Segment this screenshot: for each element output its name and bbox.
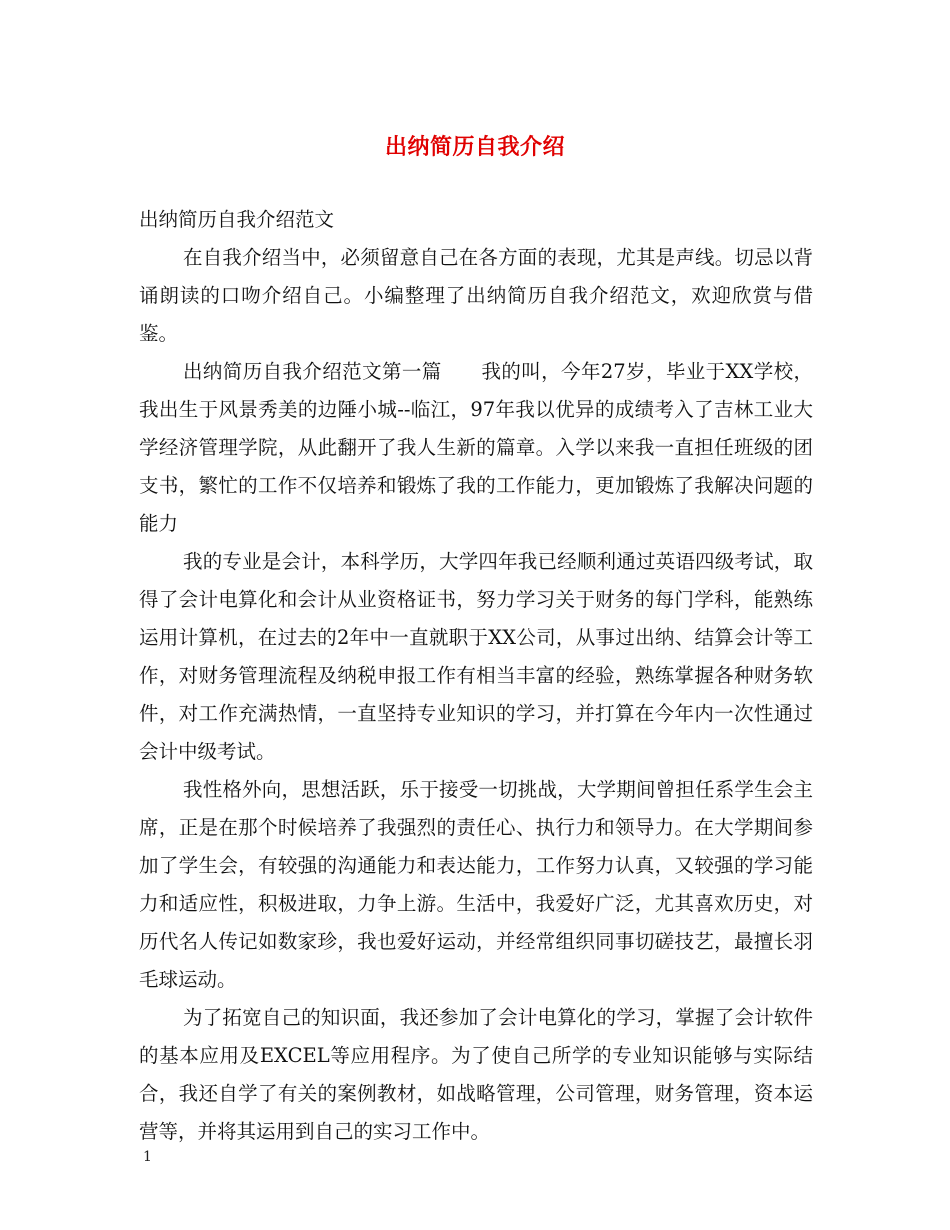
page-number: 1 bbox=[143, 1149, 152, 1165]
paragraph-first-sample: 出纳简历自我介绍范文第一篇 我的叫，今年27岁，毕业于XX学校，我出生于风景秀美的边陲小城--临江，97年我以优异的成绩考入了吉林工业大学经济管理学院，从此翻开了我人生新的篇章。入学以来我一直担任班级的团支书，繁忙的工作不仅培养和锻炼了我的工作能力，更加锻炼了我解决问题的能力 bbox=[139, 360, 813, 535]
document-title: 出纳简历自我介绍 bbox=[384, 134, 565, 160]
document-body bbox=[139, 201, 813, 1151]
paragraph-intro: 在自我介绍当中，必须留意自己在各方面的表现，尤其是声线。切忌以背诵朗读的口吻介绍自己。小编整理了出纳简历自我介绍范文，欢迎欣赏与借鉴。 bbox=[139, 246, 813, 345]
document-subtitle: 出纳简历自我介绍范文 bbox=[139, 208, 335, 231]
paragraph-skills: 为了拓宽自己的知识面，我还参加了会计电算化的学习，掌握了会计软件的基本应用及EXCEL等应用程序。为了使自己所学的专业知识能够与实际结合，我还自学了有关的案例教材，如战略管理，公司管理，财务管理，资本运营等，并将其运用到自己的实习工作中。 bbox=[139, 1006, 813, 1143]
paragraph-personality: 我性格外向，思想活跃，乐于接受一切挑战，大学期间曾担任系学生会主席，正是在那个时候培养了我强烈的责任心、执行力和领导力。在大学期间参加了学生会，有较强的沟通能力和表达能力，工作努力认真，又较强的学习能力和适应性，积极进取，力争上游。生活中，我爱好广泛，尤其喜欢历史，对历代名人传记如数家珍，我也爱好运动，并经常组织同事切磋技艺，最擅长羽毛球运动。 bbox=[139, 778, 813, 991]
paragraph-profession: 我的专业是会计，本科学历，大学四年我已经顺利通过英语四级考试，取得了会计电算化和会计从业资格证书，努力学习关于财务的每门学科，能熟练运用计算机，在过去的2年中一直就职于XX公司，从事过出纳、结算会计等工作，对财务管理流程及纳税申报工作有相当丰富的经验，熟练掌握各种财务软件，对工作充满热情，一直坚持专业知识的学习，并打算在今年内一次性通过会计中级考试。 bbox=[139, 550, 813, 763]
